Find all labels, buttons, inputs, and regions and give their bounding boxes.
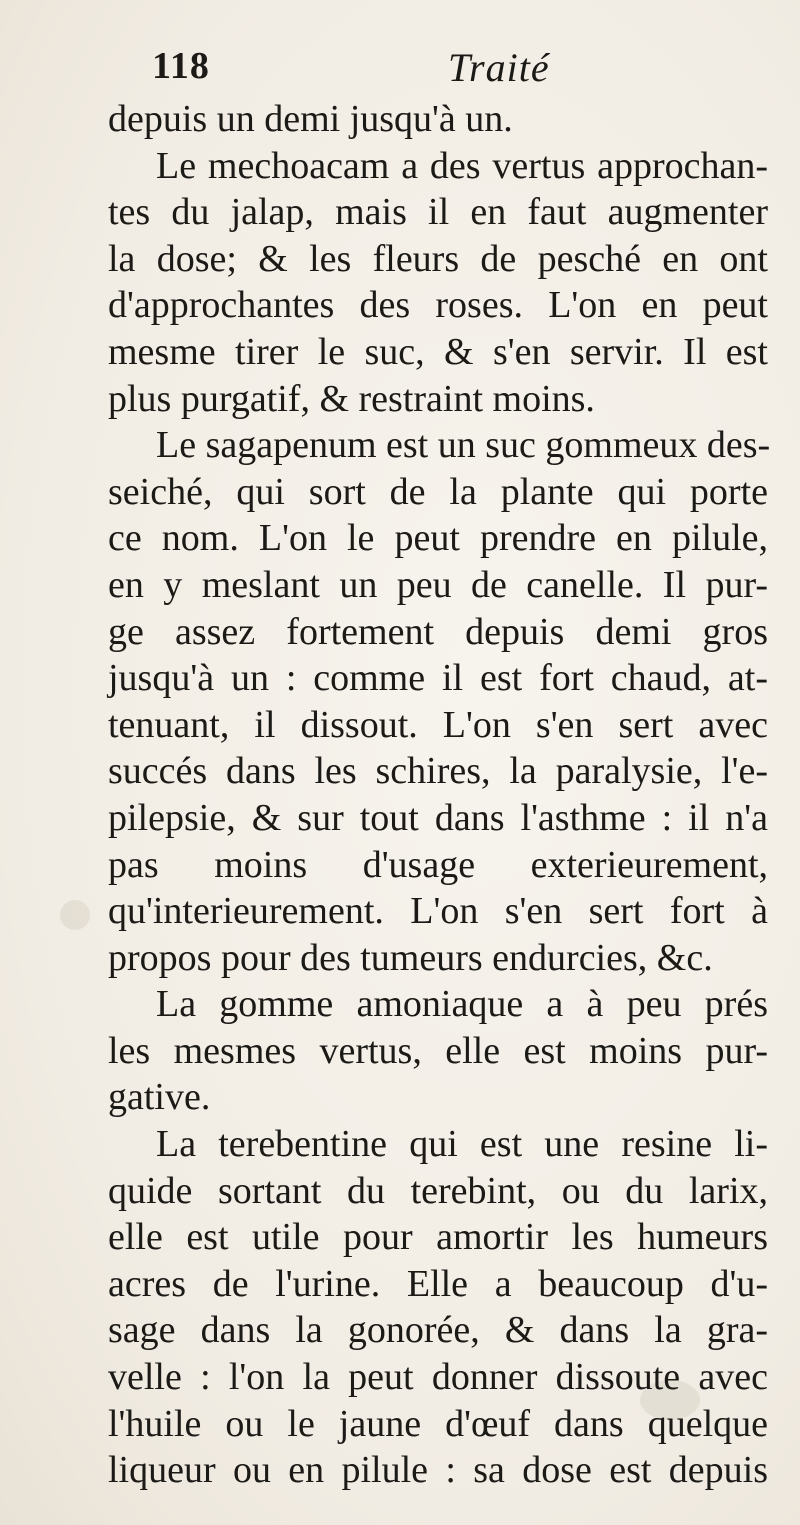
text-line: velle : l'on la peut donner dissoute avec — [108, 1356, 768, 1399]
text-line: pilepsie, & sur tout dans l'asthme : il n'a — [108, 796, 768, 839]
text-line: La terebentine qui est une resine li- — [156, 1123, 768, 1166]
text-line: tenuant, il dissout. L'on s'en sert avec — [108, 703, 768, 746]
text-line: plus purgatif, & restraint moins. — [108, 377, 595, 420]
text-line: ge assez fortement depuis demi gros — [108, 610, 768, 653]
text-line: elle est utile pour amortir les humeurs — [108, 1216, 768, 1259]
text-line: Le mechoacam a des vertus approchan- — [156, 144, 768, 187]
text-line: depuis un demi jusqu'à un. — [108, 98, 513, 140]
text-line: pas moins d'usage exterieurement, — [108, 843, 768, 886]
text-line: jusqu'à un : comme il est fort chaud, at- — [108, 657, 768, 700]
text-line: mesme tirer le suc, & s'en servir. Il est — [108, 330, 768, 373]
text-line: la dose; & les fleurs de pesché en ont — [108, 237, 768, 280]
text-line: gative. — [108, 1076, 211, 1119]
page-header — [152, 44, 712, 94]
running-head: Traité — [448, 45, 550, 90]
paper-stain — [60, 900, 90, 930]
text-line: les mesmes vertus, elle est moins pur- — [108, 1029, 768, 1072]
text-line: en y meslant un peu de canelle. Il pur- — [108, 563, 768, 606]
text-line: acres de l'urine. Elle a beaucoup d'u- — [108, 1262, 768, 1305]
text-line: l'huile ou le jaune d'œuf dans quelque — [108, 1402, 768, 1445]
text-line: qu'interieurement. L'on s'en sert fort à — [108, 890, 768, 933]
text-line: tes du jalap, mais il en faut augmenter — [108, 191, 768, 234]
text-line: quide sortant du terebint, ou du larix, — [108, 1169, 768, 1212]
text-line: La gomme amoniaque a à peu prés — [156, 983, 768, 1026]
text-line: propos pour des tumeurs endurcies, &c. — [108, 936, 713, 979]
text-line: Le sagapenum est un suc gommeux des- — [156, 424, 771, 467]
body-text — [108, 96, 771, 1494]
text-line: succés dans les schires, la paralysie, l'e- — [108, 750, 768, 793]
text-line: liqueur ou en pilule : sa dose est depuis — [108, 1449, 768, 1492]
text-line: sage dans la gonorée, & dans la gra- — [108, 1309, 768, 1352]
page-number: 118 — [152, 45, 210, 87]
text-line: seiché, qui sort de la plante qui porte — [108, 470, 768, 513]
text-line: d'approchantes des roses. L'on en peut — [108, 284, 768, 327]
text-line: ce nom. L'on le peut prendre en pilule, — [108, 517, 768, 560]
